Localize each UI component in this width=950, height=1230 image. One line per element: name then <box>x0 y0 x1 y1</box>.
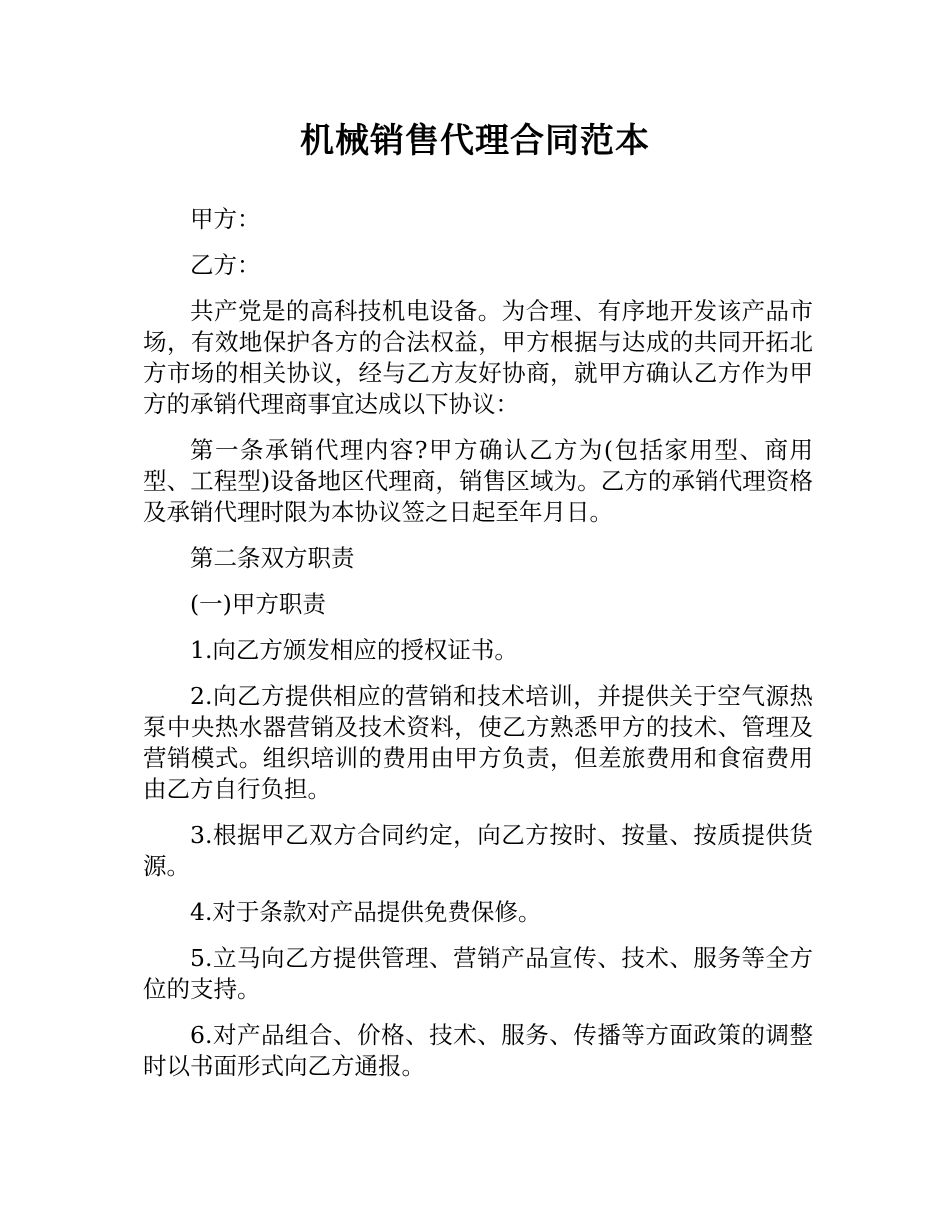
document-title: 机械销售代理合同范本 <box>300 121 650 161</box>
duty-item-3: 3.根据甲乙双方合同约定，向乙方按时、按量、按质提供货源。 <box>143 821 813 880</box>
duty-item-4: 4.对于条款对产品提供免费保修。 <box>190 898 542 926</box>
party-b-line: 乙方： <box>190 251 261 279</box>
duty-item-2: 2.向乙方提供相应的营销和技术培训，并提供关于空气源热泵中央热水器营销及技术资料，使乙方熟悉甲方的技术、管理及营销模式。组织培训的费用由甲方负责，但差旅费用和食宿费用由乙方自行负担。 <box>143 682 813 803</box>
article-1-paragraph: 第一条承销代理内容?甲方确认乙方为(包括家用型、商用型、工程型)设备地区代理商，销售区域为。乙方的承销代理资格及承销代理时限为本协议签之日起至年月日。 <box>143 436 813 526</box>
article-2-heading: 第二条双方职责 <box>190 544 355 572</box>
preamble-paragraph: 共产党是的高科技机电设备。为合理、有序地开发该产品市场，有效地保护各方的合法权益，甲方根据与达成的共同开拓北方市场的相关协议，经与乙方友好协商，就甲方确认乙方作为甲方的承销代理商事宜达成以下协议： <box>143 297 813 418</box>
duty-item-5: 5.立马向乙方提供管理、营销产品宣传、技术、服务等全方位的支持。 <box>143 944 813 1003</box>
duty-item-6: 6.对产品组合、价格、技术、服务、传播等方面政策的调整时以书面形式向乙方通报。 <box>143 1021 813 1080</box>
party-a-line: 甲方： <box>190 205 261 233</box>
party-a-duties-heading: (一)甲方职责 <box>190 590 326 618</box>
duty-item-1: 1.向乙方颁发相应的授权证书。 <box>190 636 518 664</box>
document-body <box>143 204 813 1097</box>
